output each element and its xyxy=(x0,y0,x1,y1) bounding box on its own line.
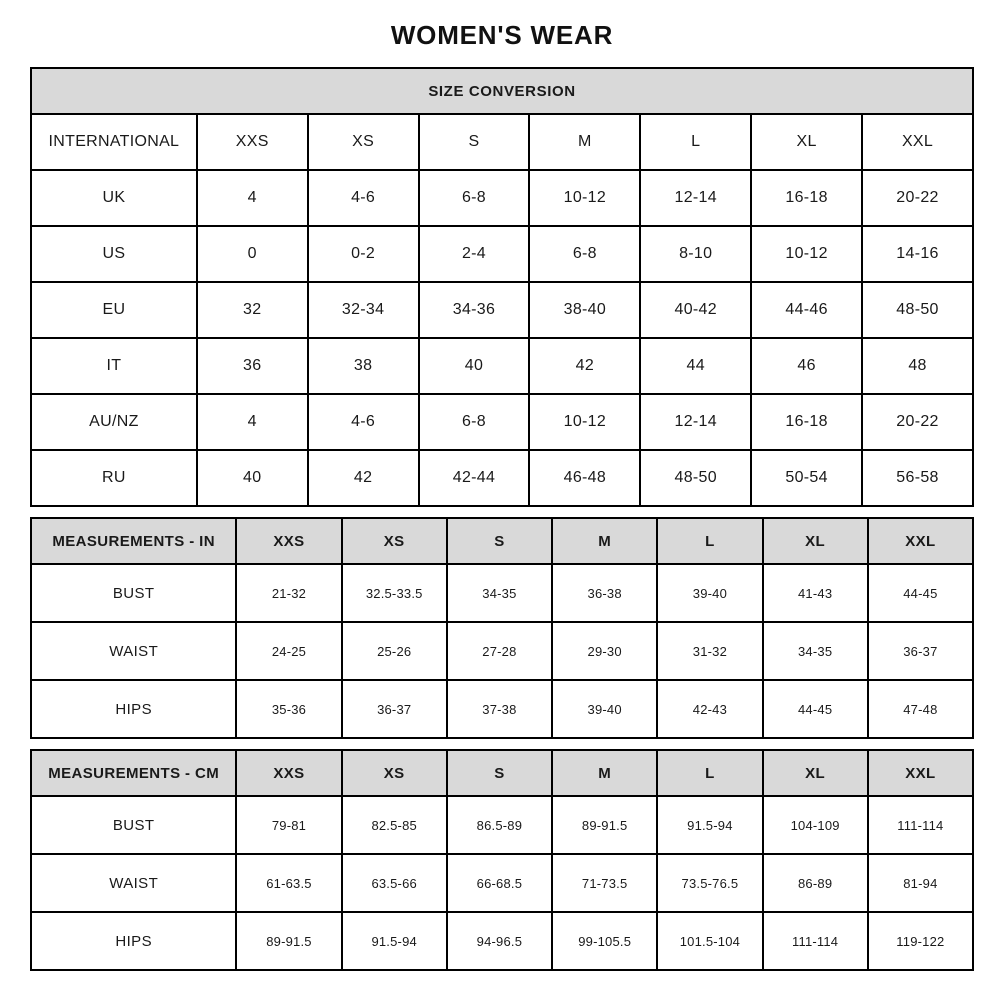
table-row xyxy=(31,854,973,912)
cell-value: 4-6 xyxy=(308,170,419,226)
header-label: MEASUREMENTS - IN xyxy=(31,518,236,564)
row-label: IT xyxy=(31,338,197,394)
cell-value: 32 xyxy=(197,282,308,338)
row-label: WAIST xyxy=(31,854,236,912)
cell-value: 46 xyxy=(751,338,862,394)
table-row xyxy=(31,338,973,394)
table-row xyxy=(31,912,973,970)
cell-value: 111-114 xyxy=(763,912,868,970)
cell-value: 34-36 xyxy=(419,282,530,338)
cell-value: 47-48 xyxy=(868,680,973,738)
size-conversion-table xyxy=(30,67,974,507)
cell-value: 89-91.5 xyxy=(552,796,657,854)
cell-value: 44 xyxy=(640,338,751,394)
size-column-header: S xyxy=(447,750,552,796)
cell-value: 4 xyxy=(197,170,308,226)
table-title: SIZE CONVERSION xyxy=(31,68,973,114)
cell-value: 48 xyxy=(862,338,973,394)
row-label: US xyxy=(31,226,197,282)
cell-value: 36-38 xyxy=(552,564,657,622)
size-column-header: XXS xyxy=(236,750,341,796)
size-column-header: L xyxy=(657,750,762,796)
cell-value: 8-10 xyxy=(640,226,751,282)
table-row xyxy=(31,622,973,680)
cell-value: 4 xyxy=(197,394,308,450)
size-header-row xyxy=(31,750,973,796)
size-column-header: XXL xyxy=(868,750,973,796)
size-column-header: XS xyxy=(342,518,447,564)
cell-value: 42 xyxy=(529,338,640,394)
cell-value: 101.5-104 xyxy=(657,912,762,970)
row-label: AU/NZ xyxy=(31,394,197,450)
size-column-header: M xyxy=(552,518,657,564)
cell-value: 44-46 xyxy=(751,282,862,338)
table-row xyxy=(31,796,973,854)
cell-value: 119-122 xyxy=(868,912,973,970)
size-header-row xyxy=(31,518,973,564)
cell-value: 6-8 xyxy=(529,226,640,282)
size-column-header: M xyxy=(552,750,657,796)
cell-value: 44-45 xyxy=(763,680,868,738)
cell-value: 39-40 xyxy=(657,564,762,622)
cell-value: 86-89 xyxy=(763,854,868,912)
cell-value: 20-22 xyxy=(862,170,973,226)
cell-value: 16-18 xyxy=(751,394,862,450)
cell-value: 41-43 xyxy=(763,564,868,622)
cell-value: 91.5-94 xyxy=(342,912,447,970)
size-column-header: L xyxy=(657,518,762,564)
size-column-header: S xyxy=(447,518,552,564)
table-row xyxy=(31,226,973,282)
size-column-header: XS xyxy=(342,750,447,796)
size-column-header: XL xyxy=(751,114,862,170)
cell-value: 44-45 xyxy=(868,564,973,622)
row-label: BUST xyxy=(31,564,236,622)
row-label: WAIST xyxy=(31,622,236,680)
cell-value: 6-8 xyxy=(419,394,530,450)
cell-value: 42-44 xyxy=(419,450,530,506)
table-row xyxy=(31,170,973,226)
size-column-header: XS xyxy=(308,114,419,170)
table-row xyxy=(31,394,973,450)
cell-value: 10-12 xyxy=(529,394,640,450)
cell-value: 32.5-33.5 xyxy=(342,564,447,622)
cell-value: 91.5-94 xyxy=(657,796,762,854)
cell-value: 71-73.5 xyxy=(552,854,657,912)
header-label: MEASUREMENTS - CM xyxy=(31,750,236,796)
cell-value: 50-54 xyxy=(751,450,862,506)
cell-value: 42-43 xyxy=(657,680,762,738)
table-row xyxy=(31,680,973,738)
size-column-header: XL xyxy=(763,518,868,564)
header-label: INTERNATIONAL xyxy=(31,114,197,170)
size-column-header: XXL xyxy=(862,114,973,170)
cell-value: 40 xyxy=(419,338,530,394)
cell-value: 38-40 xyxy=(529,282,640,338)
cell-value: 21-32 xyxy=(236,564,341,622)
cell-value: 40-42 xyxy=(640,282,751,338)
cell-value: 34-35 xyxy=(763,622,868,680)
cell-value: 36-37 xyxy=(342,680,447,738)
size-column-header: M xyxy=(529,114,640,170)
cell-value: 29-30 xyxy=(552,622,657,680)
cell-value: 12-14 xyxy=(640,170,751,226)
cell-value: 10-12 xyxy=(751,226,862,282)
cell-value: 82.5-85 xyxy=(342,796,447,854)
row-label: BUST xyxy=(31,796,236,854)
cell-value: 48-50 xyxy=(640,450,751,506)
measurements-cm-table xyxy=(30,749,974,971)
cell-value: 61-63.5 xyxy=(236,854,341,912)
row-label: HIPS xyxy=(31,912,236,970)
size-column-header: XXS xyxy=(197,114,308,170)
cell-value: 94-96.5 xyxy=(447,912,552,970)
cell-value: 12-14 xyxy=(640,394,751,450)
cell-value: 79-81 xyxy=(236,796,341,854)
cell-value: 24-25 xyxy=(236,622,341,680)
size-column-header: XXL xyxy=(868,518,973,564)
cell-value: 42 xyxy=(308,450,419,506)
cell-value: 40 xyxy=(197,450,308,506)
cell-value: 4-6 xyxy=(308,394,419,450)
cell-value: 46-48 xyxy=(529,450,640,506)
cell-value: 48-50 xyxy=(862,282,973,338)
cell-value: 73.5-76.5 xyxy=(657,854,762,912)
cell-value: 111-114 xyxy=(868,796,973,854)
table-row xyxy=(31,282,973,338)
size-column-header: XL xyxy=(763,750,868,796)
cell-value: 37-38 xyxy=(447,680,552,738)
cell-value: 14-16 xyxy=(862,226,973,282)
cell-value: 2-4 xyxy=(419,226,530,282)
cell-value: 66-68.5 xyxy=(447,854,552,912)
size-column-header: L xyxy=(640,114,751,170)
cell-value: 36-37 xyxy=(868,622,973,680)
cell-value: 34-35 xyxy=(447,564,552,622)
cell-value: 38 xyxy=(308,338,419,394)
table-row xyxy=(31,564,973,622)
row-label: UK xyxy=(31,170,197,226)
row-label: RU xyxy=(31,450,197,506)
cell-value: 104-109 xyxy=(763,796,868,854)
cell-value: 25-26 xyxy=(342,622,447,680)
row-label: HIPS xyxy=(31,680,236,738)
cell-value: 0 xyxy=(197,226,308,282)
table-title-row xyxy=(31,68,973,114)
measurements-in-table xyxy=(30,517,974,739)
cell-value: 0-2 xyxy=(308,226,419,282)
cell-value: 35-36 xyxy=(236,680,341,738)
cell-value: 81-94 xyxy=(868,854,973,912)
cell-value: 86.5-89 xyxy=(447,796,552,854)
cell-value: 56-58 xyxy=(862,450,973,506)
cell-value: 36 xyxy=(197,338,308,394)
cell-value: 20-22 xyxy=(862,394,973,450)
size-column-header: XXS xyxy=(236,518,341,564)
cell-value: 63.5-66 xyxy=(342,854,447,912)
page-title: WOMEN'S WEAR xyxy=(390,20,614,50)
size-header-row xyxy=(31,114,973,170)
cell-value: 27-28 xyxy=(447,622,552,680)
row-label: EU xyxy=(31,282,197,338)
cell-value: 99-105.5 xyxy=(552,912,657,970)
cell-value: 16-18 xyxy=(751,170,862,226)
cell-value: 89-91.5 xyxy=(236,912,341,970)
cell-value: 10-12 xyxy=(529,170,640,226)
cell-value: 31-32 xyxy=(657,622,762,680)
cell-value: 32-34 xyxy=(308,282,419,338)
cell-value: 6-8 xyxy=(419,170,530,226)
cell-value: 39-40 xyxy=(552,680,657,738)
table-row xyxy=(31,450,973,506)
size-column-header: S xyxy=(419,114,530,170)
